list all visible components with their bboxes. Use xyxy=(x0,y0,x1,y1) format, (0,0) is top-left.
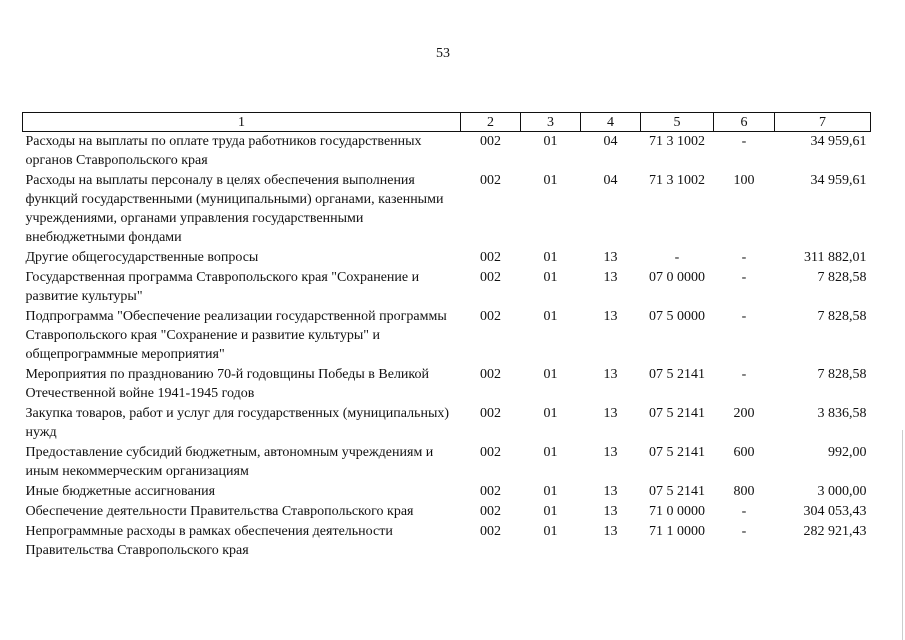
row-code-5: 07 5 0000 xyxy=(649,309,705,324)
row-code-6: 800 xyxy=(733,484,755,499)
row-code-3: 01 xyxy=(543,524,558,539)
row-name: Подпрограмма "Обеспечение реализации государственной программы Ставропольского края "Сохранение и развитие культуры" и общепрограммные мероприятия" xyxy=(25,309,447,362)
row-amount: 7 828,58 xyxy=(817,367,867,382)
table-row xyxy=(23,248,871,268)
row-name: Другие общегосударственные вопросы xyxy=(25,250,259,265)
scan-edge-mark xyxy=(902,430,903,640)
row-amount: 992,00 xyxy=(828,445,867,460)
row-code-2: 002 xyxy=(480,134,501,149)
row-code-3: 01 xyxy=(543,504,558,519)
row-name: Расходы на выплаты персоналу в целях обеспечения выполнения функций государственными (муниципальными) органами, казенными учреждениями, органами управления государственными внебюджетными фондами xyxy=(25,173,444,245)
table-row xyxy=(23,365,871,404)
row-code-2: 002 xyxy=(480,504,501,519)
row-code-3: 01 xyxy=(543,134,558,149)
row-code-4: 13 xyxy=(603,406,618,421)
row-name: Непрограммные расходы в рамках обеспечения деятельности Правительства Ставропольского края xyxy=(25,524,393,558)
row-code-2: 002 xyxy=(480,484,501,499)
table-row xyxy=(23,132,871,172)
row-amount: 34 959,61 xyxy=(810,134,867,149)
row-code-6: - xyxy=(741,134,747,149)
table-row xyxy=(23,404,871,443)
row-code-2: 002 xyxy=(480,250,501,265)
row-code-2: 002 xyxy=(480,445,501,460)
row-code-5: 71 3 1002 xyxy=(649,173,705,188)
table-row xyxy=(23,502,871,522)
row-code-4: 04 xyxy=(603,134,618,149)
row-code-4: 13 xyxy=(603,445,618,460)
row-amount: 304 053,43 xyxy=(803,504,867,519)
row-code-5: 71 1 0000 xyxy=(649,524,705,539)
row-code-3: 01 xyxy=(543,270,558,285)
column-header: 7 xyxy=(775,113,871,132)
row-name: Расходы на выплаты по оплате труда работников государственных органов Ставропольского края xyxy=(25,134,422,168)
row-code-6: - xyxy=(741,270,747,285)
row-code-5: 07 5 2141 xyxy=(649,406,705,421)
page-number: 53 xyxy=(436,46,450,61)
row-code-6: - xyxy=(741,367,747,382)
row-code-5: 07 5 2141 xyxy=(649,484,705,499)
row-code-2: 002 xyxy=(480,367,501,382)
row-code-2: 002 xyxy=(480,406,501,421)
column-header: 1 xyxy=(23,113,461,132)
row-code-4: 13 xyxy=(603,367,618,382)
header-row xyxy=(23,113,871,132)
row-code-2: 002 xyxy=(480,309,501,324)
column-header: 3 xyxy=(521,113,581,132)
row-name: Закупка товаров, работ и услуг для государственных (муниципальных) нужд xyxy=(25,406,450,440)
row-code-5: 71 3 1002 xyxy=(649,134,705,149)
row-amount: 34 959,61 xyxy=(810,173,867,188)
row-code-6: 200 xyxy=(733,406,755,421)
column-header: 5 xyxy=(641,113,714,132)
row-code-3: 01 xyxy=(543,250,558,265)
table-row xyxy=(23,307,871,365)
table-row xyxy=(23,522,871,561)
row-code-6: 100 xyxy=(733,173,755,188)
row-code-4: 04 xyxy=(603,173,618,188)
row-code-4: 13 xyxy=(603,270,618,285)
row-code-4: 13 xyxy=(603,250,618,265)
row-code-6: - xyxy=(741,524,747,539)
row-code-3: 01 xyxy=(543,173,558,188)
table-row xyxy=(23,443,871,482)
row-code-4: 13 xyxy=(603,504,618,519)
row-amount: 3 836,58 xyxy=(817,406,867,421)
row-code-5: 07 5 2141 xyxy=(649,367,705,382)
row-name: Государственная программа Ставропольского края "Сохранение и развитие культуры" xyxy=(25,270,420,304)
column-header: 6 xyxy=(714,113,775,132)
column-header: 2 xyxy=(461,113,521,132)
row-code-3: 01 xyxy=(543,309,558,324)
row-code-4: 13 xyxy=(603,484,618,499)
row-code-6: - xyxy=(741,309,747,324)
row-amount: 3 000,00 xyxy=(817,484,867,499)
row-code-5: 07 5 2141 xyxy=(649,445,705,460)
row-code-2: 002 xyxy=(480,270,501,285)
row-code-3: 01 xyxy=(543,445,558,460)
table-row xyxy=(23,171,871,248)
row-name: Иные бюджетные ассигнования xyxy=(25,484,216,499)
row-code-6: 600 xyxy=(733,445,755,460)
row-name: Мероприятия по празднованию 70-й годовщины Победы в Великой Отечественной войне 1941-1945 годов xyxy=(25,367,430,401)
row-code-6: - xyxy=(741,504,747,519)
row-amount: 311 882,01 xyxy=(804,250,867,265)
table-row xyxy=(23,268,871,307)
row-amount: 282 921,43 xyxy=(803,524,867,539)
row-amount: 7 828,58 xyxy=(817,270,867,285)
row-code-3: 01 xyxy=(543,406,558,421)
row-name: Предоставление субсидий бюджетным, автономным учреждениям и иным некоммерческим организациям xyxy=(25,445,434,479)
budget-table xyxy=(22,112,871,561)
row-code-5: 71 0 0000 xyxy=(649,504,705,519)
row-code-3: 01 xyxy=(543,484,558,499)
row-code-4: 13 xyxy=(603,524,618,539)
row-code-3: 01 xyxy=(543,367,558,382)
table-body xyxy=(23,132,871,562)
row-name: Обеспечение деятельности Правительства Ставропольского края xyxy=(25,504,414,519)
row-code-4: 13 xyxy=(603,309,618,324)
row-amount: 7 828,58 xyxy=(817,309,867,324)
row-code-6: - xyxy=(741,250,747,265)
column-header: 4 xyxy=(581,113,641,132)
row-code-2: 002 xyxy=(480,173,501,188)
row-code-5: 07 0 0000 xyxy=(649,270,705,285)
row-code-5: - xyxy=(674,250,680,265)
table-row xyxy=(23,482,871,502)
row-code-2: 002 xyxy=(480,524,501,539)
